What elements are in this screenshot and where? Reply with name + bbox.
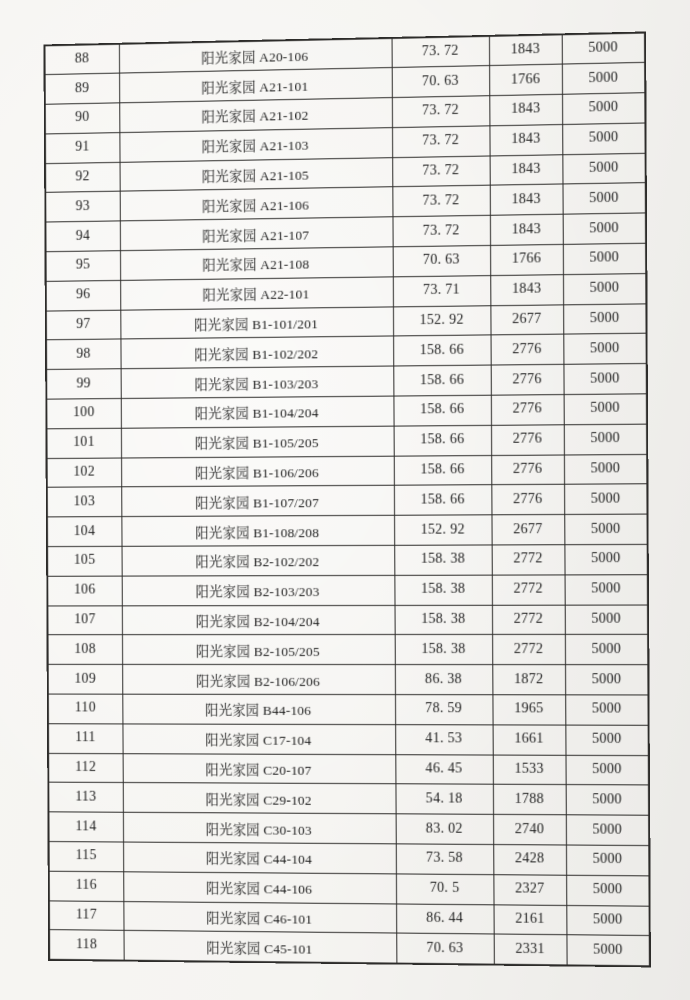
cell-amount-value: 5000 — [565, 605, 648, 635]
cell-row-number: 110 — [48, 694, 123, 724]
cell-unit-name: 阳光家园 B1-106/206 — [121, 456, 394, 487]
cell-price-value: 2772 — [492, 635, 565, 665]
cell-price-value: 1843 — [490, 154, 563, 185]
cell-area-value: 158. 38 — [394, 575, 492, 605]
cell-unit-name: 阳光家园 C46-101 — [123, 901, 396, 933]
cell-unit-name: 阳光家园 C20-107 — [123, 753, 396, 784]
cell-amount-value: 5000 — [563, 334, 646, 365]
cell-price-value: 1843 — [489, 34, 562, 66]
cell-unit-name: 阳光家园 B2-104/204 — [122, 605, 395, 635]
cell-unit-name: 阳光家园 A21-105 — [120, 157, 393, 191]
cell-area-value: 158. 66 — [394, 455, 492, 486]
cell-price-value: 2772 — [492, 545, 565, 575]
cell-row-number: 91 — [45, 132, 120, 163]
cell-area-value: 86. 44 — [396, 904, 494, 935]
cell-area-value: 73. 58 — [396, 844, 494, 875]
cell-price-value: 2428 — [493, 845, 566, 876]
cell-price-value: 1843 — [489, 94, 562, 125]
cell-amount-value: 5000 — [565, 665, 648, 695]
cell-unit-name: 阳光家园 B2-103/203 — [122, 575, 395, 605]
cell-amount-value: 5000 — [566, 845, 649, 876]
cell-row-number: 93 — [45, 192, 120, 223]
cell-row-number: 88 — [44, 44, 119, 75]
cell-amount-value: 5000 — [564, 514, 647, 544]
cell-area-value: 83. 02 — [396, 814, 494, 845]
cell-row-number: 102 — [47, 458, 122, 488]
cell-area-value: 70. 63 — [396, 933, 494, 964]
cell-price-value: 2331 — [494, 934, 567, 965]
cell-area-value: 152. 92 — [393, 305, 491, 336]
table-row — [47, 575, 648, 606]
cell-price-value: 2677 — [491, 515, 564, 545]
cell-amount-value: 5000 — [562, 63, 645, 95]
cell-area-value: 46. 45 — [395, 754, 493, 784]
cell-price-value: 1843 — [490, 214, 563, 245]
cell-amount-value: 5000 — [565, 725, 648, 755]
cell-row-number: 99 — [46, 369, 121, 399]
cell-area-value: 86. 38 — [395, 665, 493, 695]
table-row — [49, 930, 650, 966]
cell-unit-name: 阳光家园 C45-101 — [124, 931, 397, 964]
cell-row-number: 107 — [47, 605, 122, 635]
cell-area-value: 158. 66 — [393, 365, 491, 396]
cell-unit-name: 阳光家园 A21-102 — [119, 98, 392, 133]
cell-price-value: 1788 — [493, 785, 566, 815]
cell-unit-name: 阳光家园 A20-106 — [119, 38, 392, 73]
cell-area-value: 158. 38 — [394, 545, 492, 575]
table-row — [48, 783, 649, 816]
cell-price-value: 2740 — [493, 815, 566, 845]
cell-row-number: 109 — [48, 665, 123, 695]
cell-area-value: 73. 72 — [392, 216, 490, 247]
cell-unit-name: 阳光家园 B2-102/202 — [122, 545, 395, 576]
cell-price-value: 1766 — [489, 64, 562, 95]
cell-price-value: 2776 — [491, 455, 564, 485]
table-row — [47, 484, 648, 517]
cell-amount-value: 5000 — [564, 484, 647, 515]
cell-price-value: 1533 — [493, 755, 566, 785]
cell-amount-value: 5000 — [566, 785, 649, 816]
cell-amount-value: 5000 — [562, 183, 645, 214]
table-row — [47, 544, 648, 576]
cell-price-value: 1872 — [492, 665, 565, 695]
cell-row-number: 94 — [45, 221, 120, 252]
cell-unit-name: 阳光家园 A21-101 — [119, 68, 392, 103]
cell-area-value: 73. 72 — [392, 36, 490, 68]
cell-unit-name: 阳光家园 C44-104 — [123, 842, 396, 874]
cell-price-value: 1843 — [490, 184, 563, 215]
cell-area-value: 78. 59 — [395, 695, 493, 725]
cell-row-number: 105 — [47, 546, 122, 576]
cell-amount-value: 5000 — [566, 935, 649, 966]
cell-area-value: 54. 18 — [395, 784, 493, 814]
cell-unit-name: 阳光家园 B1-105/205 — [121, 426, 394, 458]
cell-amount-value: 5000 — [566, 905, 649, 936]
cell-price-value: 2677 — [490, 305, 563, 336]
cell-amount-value: 5000 — [564, 394, 647, 425]
cell-area-value: 73. 72 — [392, 186, 490, 217]
cell-area-value: 70. 63 — [392, 66, 490, 98]
cell-row-number: 96 — [46, 280, 121, 310]
cell-area-value: 152. 92 — [394, 515, 492, 545]
cell-price-value: 2161 — [494, 904, 567, 935]
cell-amount-value: 5000 — [564, 424, 647, 455]
table-row — [47, 454, 648, 488]
property-table — [44, 32, 651, 968]
cell-price-value: 1843 — [490, 275, 563, 306]
cell-amount-value: 5000 — [562, 123, 645, 155]
cell-amount-value: 5000 — [565, 635, 648, 665]
cell-row-number: 106 — [47, 576, 122, 606]
cell-row-number: 100 — [46, 399, 121, 429]
table-row — [47, 605, 648, 635]
cell-unit-name: 阳光家园 A21-106 — [120, 187, 393, 221]
cell-row-number: 104 — [47, 517, 122, 547]
cell-price-value: 2776 — [491, 335, 564, 366]
cell-area-value: 158. 66 — [394, 425, 492, 456]
cell-unit-name: 阳光家园 A21-107 — [120, 217, 393, 251]
cell-amount-value: 5000 — [563, 273, 646, 304]
table-row — [46, 394, 647, 429]
cell-price-value: 1766 — [490, 244, 563, 275]
table-row — [47, 514, 648, 546]
cell-amount-value: 5000 — [562, 93, 645, 125]
cell-area-value: 158. 38 — [395, 605, 493, 635]
cell-amount-value: 5000 — [562, 153, 645, 184]
cell-unit-name: 阳光家园 B1-104/204 — [121, 396, 394, 428]
cell-row-number: 114 — [48, 812, 123, 842]
table-row — [48, 665, 649, 695]
cell-amount-value: 5000 — [566, 875, 649, 906]
table-row — [49, 842, 650, 876]
cell-amount-value: 5000 — [563, 213, 646, 244]
cell-area-value: 158. 66 — [393, 335, 491, 366]
cell-row-number: 115 — [49, 842, 124, 872]
cell-row-number: 103 — [47, 487, 122, 517]
table-row — [48, 694, 649, 725]
cell-price-value: 2776 — [491, 365, 564, 396]
cell-price-value: 2776 — [491, 395, 564, 426]
cell-price-value: 2776 — [491, 485, 564, 515]
cell-amount-value: 5000 — [562, 33, 645, 65]
table-row — [48, 635, 649, 665]
cell-area-value: 158. 38 — [395, 635, 493, 665]
cell-row-number: 98 — [46, 339, 121, 369]
cell-area-value: 158. 66 — [393, 395, 491, 426]
cell-amount-value: 5000 — [565, 575, 648, 605]
cell-area-value: 158. 66 — [394, 485, 492, 515]
cell-unit-name: 阳光家园 B1-107/207 — [121, 486, 394, 517]
cell-row-number: 111 — [48, 724, 123, 754]
cell-unit-name: 阳光家园 B44-106 — [122, 694, 395, 724]
cell-price-value: 1843 — [489, 124, 562, 155]
cell-area-value: 73. 72 — [392, 96, 490, 128]
cell-row-number: 116 — [49, 871, 124, 901]
cell-unit-name: 阳光家园 A21-108 — [120, 247, 393, 280]
cell-row-number: 117 — [49, 901, 124, 931]
cell-amount-value: 5000 — [563, 243, 646, 274]
table-row — [48, 812, 649, 846]
cell-price-value: 2772 — [492, 575, 565, 605]
cell-amount-value: 5000 — [563, 364, 646, 395]
cell-unit-name: 阳光家园 B1-102/202 — [120, 336, 393, 369]
cell-price-value: 2776 — [491, 425, 564, 456]
cell-area-value: 41. 53 — [395, 724, 493, 754]
cell-unit-name: 阳光家园 C30-103 — [123, 812, 396, 843]
cell-row-number: 92 — [45, 162, 120, 193]
cell-unit-name: 阳光家园 B1-101/201 — [120, 307, 393, 340]
cell-amount-value: 5000 — [565, 755, 648, 785]
cell-row-number: 90 — [45, 103, 120, 134]
cell-price-value: 2327 — [493, 874, 566, 905]
cell-row-number: 118 — [49, 930, 124, 960]
cell-area-value: 73. 72 — [392, 156, 490, 188]
cell-unit-name: 阳光家园 B2-106/206 — [122, 665, 395, 695]
cell-unit-name: 阳光家园 C29-102 — [123, 783, 396, 814]
cell-row-number: 101 — [46, 428, 121, 458]
cell-row-number: 97 — [46, 310, 121, 340]
cell-row-number: 108 — [48, 635, 123, 665]
cell-price-value: 1965 — [492, 695, 565, 725]
cell-area-value: 73. 72 — [392, 126, 490, 158]
cell-amount-value: 5000 — [563, 304, 646, 335]
cell-price-value: 2772 — [492, 605, 565, 635]
table-row — [48, 724, 649, 756]
cell-unit-name: 阳光家园 C44-106 — [123, 872, 396, 904]
table-row — [46, 424, 647, 458]
cell-area-value: 70. 63 — [393, 246, 491, 277]
cell-unit-name: 阳光家园 A21-103 — [119, 128, 392, 163]
cell-unit-name: 阳光家园 A22-101 — [120, 277, 393, 310]
cell-area-value: 73. 71 — [393, 275, 491, 306]
cell-amount-value: 5000 — [564, 544, 647, 574]
cell-row-number: 95 — [46, 251, 121, 282]
cell-row-number: 89 — [45, 73, 120, 104]
table-row — [48, 753, 649, 785]
cell-area-value: 70. 5 — [396, 874, 494, 905]
cell-unit-name: 阳光家园 B1-103/203 — [121, 366, 394, 398]
cell-row-number: 113 — [48, 783, 123, 813]
cell-unit-name: 阳光家园 B2-105/205 — [122, 635, 395, 665]
table-body — [44, 33, 649, 966]
cell-unit-name: 阳光家园 C17-104 — [122, 724, 395, 755]
cell-amount-value: 5000 — [564, 454, 647, 485]
cell-price-value: 1661 — [493, 725, 566, 755]
cell-amount-value: 5000 — [565, 695, 648, 725]
cell-unit-name: 阳光家园 B1-108/208 — [121, 516, 394, 547]
cell-amount-value: 5000 — [566, 815, 649, 846]
cell-row-number: 112 — [48, 753, 123, 783]
